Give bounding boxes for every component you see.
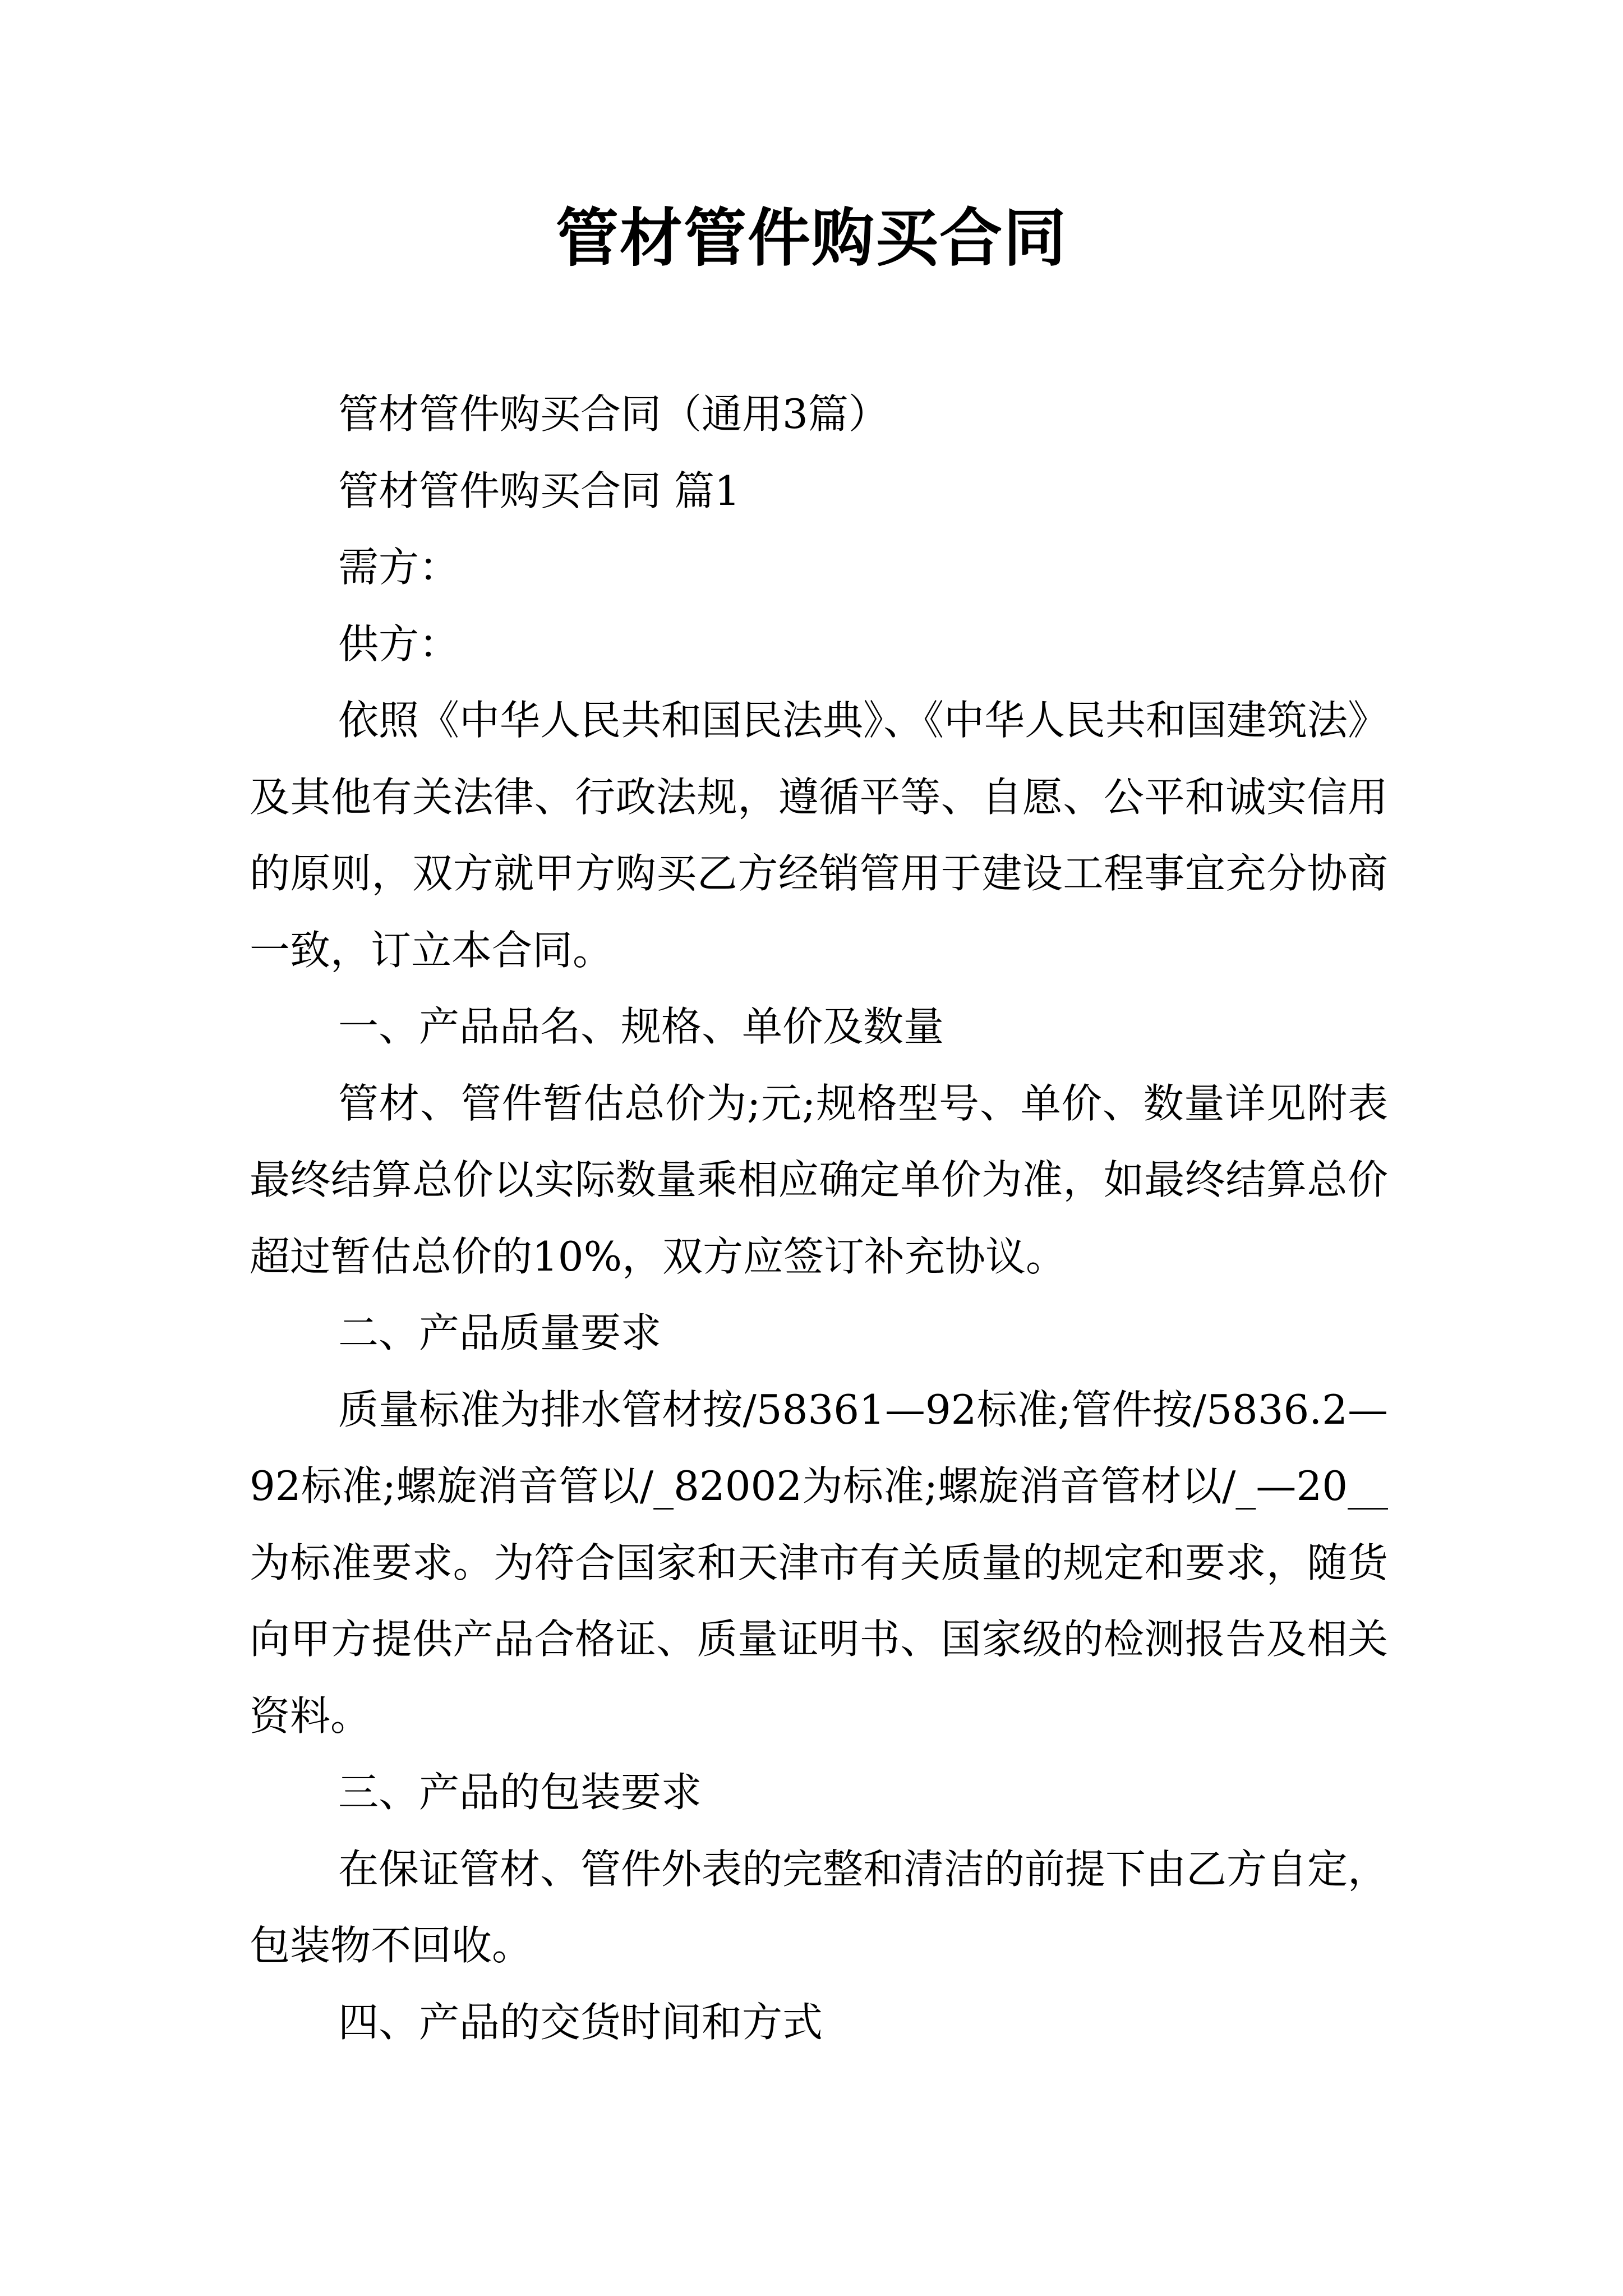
document-title: 管材管件购买合同	[556, 201, 1067, 275]
document-body	[250, 376, 1388, 2060]
paragraph-heading-2: 二、产品质量要求	[338, 1309, 662, 1356]
paragraph-price-clause: 管材、管件暂估总价为;元;规格型号、单价、数量详见附表最终结算总价以实际数量乘相应确定单价为准，如最终结算总价超过暂估总价的10%，双方应签订补充协议。	[250, 1079, 1388, 1280]
paragraph-quality-clause: 质量标准为排水管材按/58361—92标准;管件按/5836.2—92标准;螺旋消音管以/_82002为标准;螺旋消音管材以/_—20__为标准要求。为符合国家和天津市有关质量的规定和要求，随货向甲方提供产品合格证、质量证明书、国家级的检测报告及相关资料。	[250, 1386, 1388, 1740]
paragraph-heading-3: 三、产品的包装要求	[338, 1769, 702, 1816]
paragraph-supplier: 供方：	[338, 620, 460, 668]
paragraph-section-heading: 管材管件购买合同 篇1	[338, 467, 740, 514]
paragraph-packaging-clause: 在保证管材、管件外表的完整和清洁的前提下由乙方自定，包装物不回收。	[250, 1845, 1389, 1969]
paragraph-buyer: 需方：	[338, 544, 460, 591]
paragraph-heading-1: 一、产品品名、规格、单价及数量	[338, 1003, 944, 1050]
paragraph-preamble: 依照《中华人民共和国民法典》、《中华人民共和国建筑法》及其他有关法律、行政法规，遵循平等、自愿、公平和诚实信用的原则，双方就甲方购买乙方经销管用于建设工程事宜充分协商一致，订立本合同。	[250, 697, 1389, 974]
paragraph-heading-4: 四、产品的交货时间和方式	[338, 1998, 823, 2046]
paragraph-subtitle: 管材管件购买合同（通用3篇）	[338, 390, 889, 438]
